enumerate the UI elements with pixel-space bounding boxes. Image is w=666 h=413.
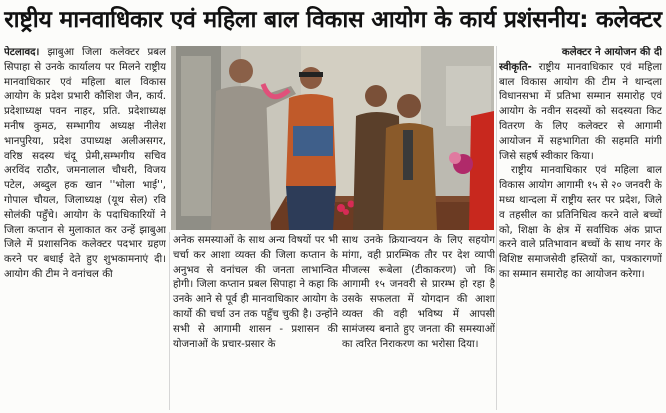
paragraph [499,61,662,165]
column-divider [169,232,170,410]
paragraph [4,46,166,283]
paragraph: अनेक समस्याओं के साथ अन्य विषयों पर भी चर्चा कर आशा व्यक्त की जिला कप्तान के अनुभव से वनांचल की जनता लाभान्वित होगी। जिला कप्तान प्रबल सिपाहा ने कहा कि उनके आने से पूर्व ही मानवाधिकार आयोग के कार्यो की चर्चा उन तक पहुँच चुकी है। उन्होंने सभी से आगामी शासन - प्रशासन की योजनाओं के प्रचार-प्रसार के [173,235,338,350]
column-divider [496,46,497,410]
headline: राष्ट्रीय मानवाधिकार एवं महिला बाल विकास आयोग के कार्य प्रशंसनीय: कलेक्टर [4,7,662,33]
dateline: पेटलावद। [4,47,40,58]
article-column-4 [499,46,662,411]
paragraph: राष्ट्रीय मानवाधिकार एवं महिला बाल विकास आयोग आगामी १५ से २० जनवरी के मध्य थान्दला में राष्ट्रीय स्तर पर प्रदेश, जिले व तहसील का प्रतिनिधित्व करने वाले बच्चों को, शिक्षा के क्षेत्र में सर्वाधिक अंक प्राप्त करने वाले प्रतिभावान बच्चों के साथ नगर के विशिष्ट समाजसेवी हस्तियों का, पत्रकारगणों का सम्मान समारोह का आयोजन करेगा। [499,165,662,280]
article-column-1 [4,46,166,411]
body-text: झाबुआ जिला कलेक्टर प्रबल सिपाहा से उनके कार्यालय पर मिलने राष्ट्रीय मानवाधिकार एवं महिला बाल विकास आयोग के प्रदेश प्रभारी कौशिश जैन, कार्य. प्रदेशाध्यक्ष पवन नाहर, प्रति. प्रदेशाध्यक्ष मनीष कुमठ, सम्भागीय अध्यक्ष नीलेश भानपुरिया, प्रदेश उपाध्यक्ष अलीअसगर, वरिष्ठ सदस्य चंदू प्रेमी,सम्भगीय सचिव अरविंद राठौर, जमनालाल चौधरी, विजय पटेल, अब्दुल हक खान ''भोला भाई'', गोपाल चौयल, जिलाध्यक्ष (यूथ सेल) रवि सोलंकी पहुँचे। आयोग के पदाधिकारियों ने जिला कप्तान से मुलाकात कर उन्हें झाबुआ जिले में प्रशासनिक कलेक्टर पदभार ग्रहण करने पर बधाई देते हुए शुभकामनाएं दी। आयोग की टीम ने वनांचल की [4,47,166,280]
subheading-lead: स्वीकृति- [499,61,532,73]
news-photo [171,46,494,230]
photo-illustration [171,46,494,230]
article-column-2 [173,234,338,412]
subheading: कलेक्टर ने आयोजन की दी [561,47,662,58]
paragraph: साथ उनके क्रियान्वयन के लिए सहयोग मांगा, वही प्रारम्भिक तौर पर देश व्यापी मीजल्स रूबेला (टीकाकरण) जो कि आगामी १५ जनवरी से प्रारम्भ हो रहा है उसके सफलता में योगदान की आशा व्यक्त की वही भविष्य में आपसी सामंजस्य बनाते हुए जनता की समस्याओं का त्वरित निराकरण का भरोसा दिया। [342,235,495,350]
article-column-3 [342,234,495,412]
body-text: राष्ट्रीय मानवाधिकार एवं महिला बाल विकास आयोग की टीम ने थान्दला विधानसभा में प्रतिभा सम्मान समारोह एवं आयोग के नवीन सदस्यों को सदस्यता किट वितरण के लिए कलेक्टर से आगामी आयोजन में सहभागिता की सहमति मांगी जिसे सहर्ष स्वीकार किया। [499,61,662,162]
